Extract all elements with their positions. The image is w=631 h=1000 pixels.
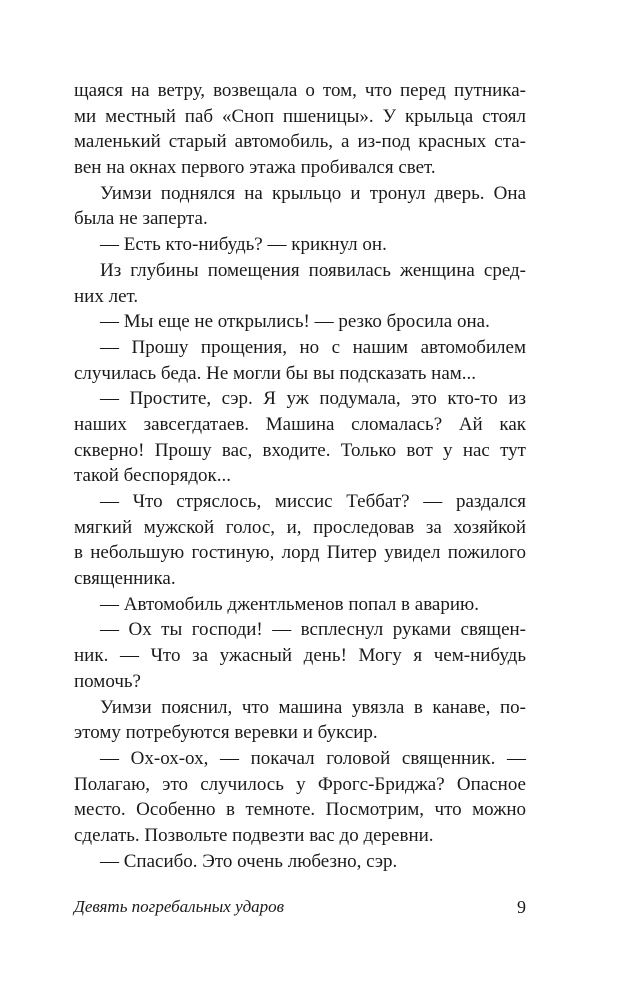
text-line: ми местный паб «Сноп пшеницы». У крыльца стоял <box>74 105 526 127</box>
text-line: вен на окнах первого этажа пробивался свет. <box>74 157 436 179</box>
text-line: такой беспорядок... <box>74 465 231 487</box>
text-line: скверно! Прошу вас, входите. Только вот у нас тут <box>74 439 526 461</box>
text-line: — Прошу прощения, но с нашим автомобилем <box>100 336 526 358</box>
text-line: — Есть кто-нибудь? — крикнул он. <box>100 234 387 256</box>
page-footer <box>74 897 526 923</box>
text-line: сделать. Позвольте подвезти вас до деревни. <box>74 824 434 846</box>
text-line: них лет. <box>74 285 139 307</box>
text-line: — Ох-ох-ох, — покачал головой священник. — <box>100 747 526 769</box>
running-title: Девять погребальных ударов <box>74 897 285 916</box>
text-line: этому потребуются веревки и буксир. <box>74 722 378 744</box>
page-number: 9 <box>517 897 526 917</box>
text-line: — Ох ты господи! — всплеснул руками священ- <box>100 619 526 641</box>
text-line: — Спасибо. Это очень любезно, сэр. <box>100 850 398 872</box>
text-line: Из глубины помещения появилась женщина сред- <box>100 259 526 281</box>
text-line: в небольшую гостиную, лорд Питер увидел пожилого <box>74 542 526 564</box>
text-line: была не заперта. <box>74 208 208 230</box>
text-line: случилась беда. Не могли бы вы подсказать нам... <box>74 362 477 384</box>
text-line: священника. <box>74 568 176 590</box>
text-line: — Автомобиль джентльменов попал в аварию. <box>100 593 479 615</box>
text-line: — Что стряслось, миссис Теббат? — раздался <box>100 491 526 512</box>
text-line: Уимзи пояснил, что машина увязла в канаве, по- <box>100 696 526 718</box>
body-text <box>74 78 526 874</box>
text-line: мягкий мужской голос, и, проследовав за хозяйкой <box>74 516 526 538</box>
text-line: ник. — Что за ужасный день! Могу я чем-нибудь <box>74 645 526 667</box>
text-line: — Простите, сэр. Я уж подумала, это кто-то из <box>100 388 526 410</box>
text-line: помочь? <box>74 670 141 692</box>
text-line: Уимзи поднялся на крыльцо и тронул дверь. Она <box>100 182 526 204</box>
text-line: наших завсегдатаев. Машина сломалась? Ай как <box>74 413 526 435</box>
text-line: место. Особенно в темноте. Посмотрим, что можно <box>74 799 526 821</box>
text-line: — Мы еще не открылись! — резко бросила она. <box>100 311 490 333</box>
text-line: щаяся на ветру, возвещала о том, что перед путника- <box>74 80 526 101</box>
text-line: маленький старый автомобиль, а из-под красных ста- <box>74 131 526 153</box>
text-line: Полагаю, это случилось у Фрогс-Бриджа? Опасное <box>74 773 526 795</box>
